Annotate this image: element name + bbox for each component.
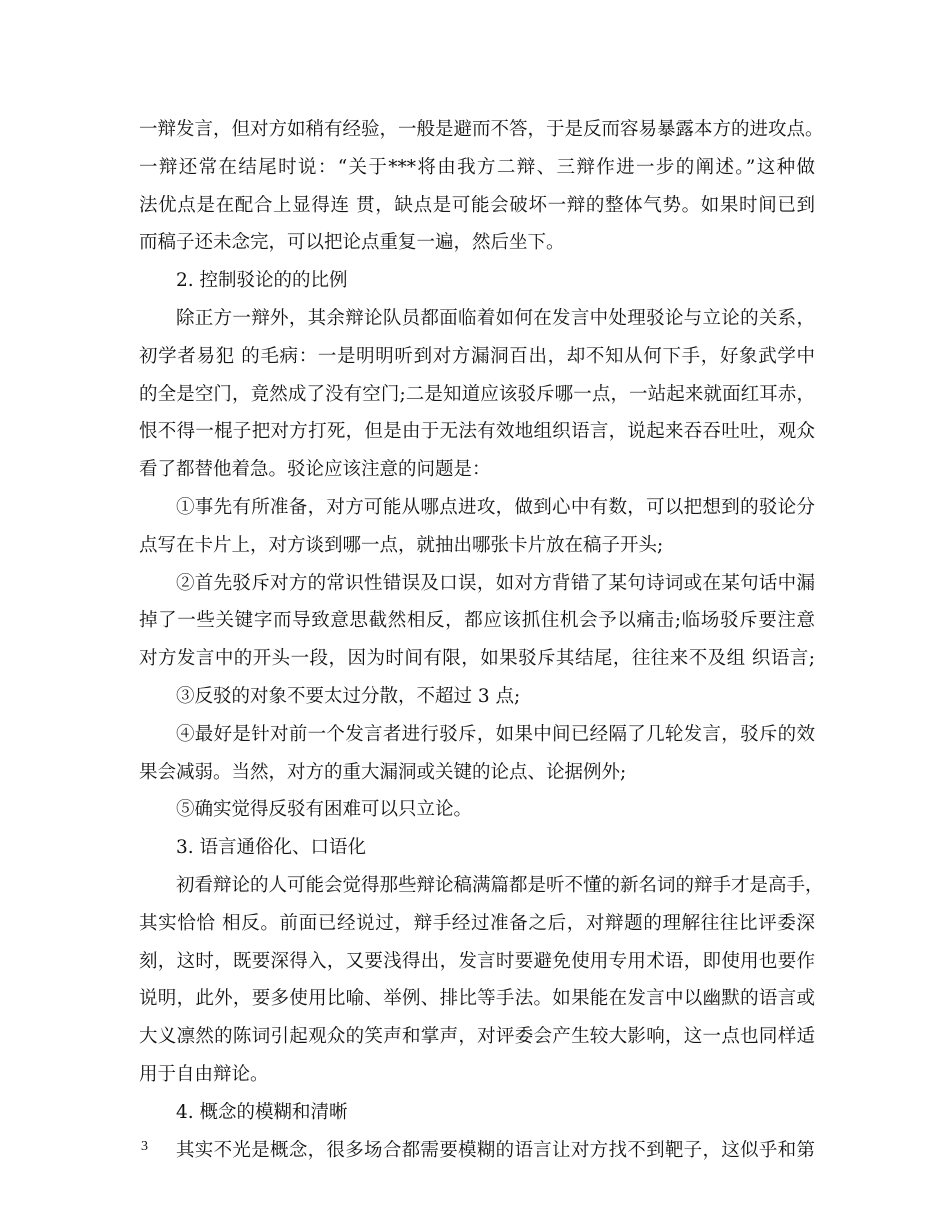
text-line: 大义凛然的陈词引起观众的笑声和掌声，对评委会产生较大影响，这一点也同样适 [139,1026,815,1048]
text-line: 的全是空门，竟然成了没有空门;二是知道应该驳斥哪一点，一站起来就面红耳赤， [139,383,815,405]
section-heading: 2. 控制驳论的的比例 [176,270,348,292]
text-line: 用于自由辩论。 [139,1063,269,1085]
text-line: 恨不得一棍子把对方打死，但是由于无法有效地组织语言，说起来吞吞吐吐，观众 [139,421,815,443]
text-line: 其实不光是概念，很多场合都需要模糊的语言让对方找不到靶子，这似乎和第 [176,1139,815,1161]
text-line: 初看辩论的人可能会觉得那些辩论稿满篇都是听不懂的新名词的辩手才是高手， [176,874,824,896]
text-line: 一辩发言，但对方如稍有经验，一般是避而不答，于是反而容易暴露本方的进攻点。 [139,119,824,140]
text-line: 对方发言中的开头一段，因为时间有限，如果驳斥其结尾，往往来不及组 织语言; [139,648,815,670]
list-item: ②首先驳斥对方的常识性错误及口误，如对方背错了某句诗词或在某句话中漏 [176,572,815,594]
text-line: 点写在卡片上，对方谈到哪一点，就抽出哪张卡片放在稿子开头; [139,534,664,556]
text-line: 初学者易犯 的毛病：一是明明听到对方漏洞百出，却不知从何下手，好象武学中 [139,345,815,367]
text-line: 掉了一些关键字而导致意思截然相反，都应该抓住机会予以痛击;临场驳斥要注意 [139,610,815,632]
list-item: ④最好是针对前一个发言者进行驳斥，如果中间已经隔了几轮发言，驳斥的效 [176,723,815,745]
text-line: 果会减弱。当然，对方的重大漏洞或关键的论点、论据例外; [139,761,627,783]
list-item: ⑤确实觉得反驳有困难可以只立论。 [176,799,473,821]
text-line: 而稿子还未念完，可以把论点重复一遍，然后坐下。 [139,232,565,254]
text-line: 除正方一辩外，其余辩论队员都面临着如何在发言中处理驳论与立论的关系， [176,307,815,329]
text-line: 看了都替他着急。驳论应该注意的问题是： [139,459,491,481]
text-line: 法优点是在配合上显得连 贯，缺点是可能会破坏一辩的整体气势。如果时间已到 [139,194,815,216]
section-heading: 3. 语言通俗化、口语化 [176,837,367,859]
text-line: 说明，此外，要多使用比喻、举例、排比等手法。如果能在发言中以幽默的语言或 [139,988,815,1010]
text-line: 刻，这时，既要深得入，又要浅得出，发言时要避免使用专用术语，即使用也要作 [139,950,815,972]
text-line: 其实恰恰 相反。前面已经说过，辩手经过准备之后，对辩题的理解往往比评委深 [139,912,815,934]
page-number: 3 [141,1139,148,1154]
list-item: ③反驳的对象不要太过分散，不超过 3 点; [176,685,521,707]
section-heading: 4. 概念的模糊和清晰 [176,1101,348,1123]
list-item: ①事先有所准备，对方可能从哪点进攻，做到心中有数，可以把想到的驳论分 [176,496,815,518]
body-text [139,111,824,1169]
text-line: 一辩还常在结尾时说：“关于***将由我方二辩、三辩作进一步的阐述。”这种做 [139,156,815,178]
